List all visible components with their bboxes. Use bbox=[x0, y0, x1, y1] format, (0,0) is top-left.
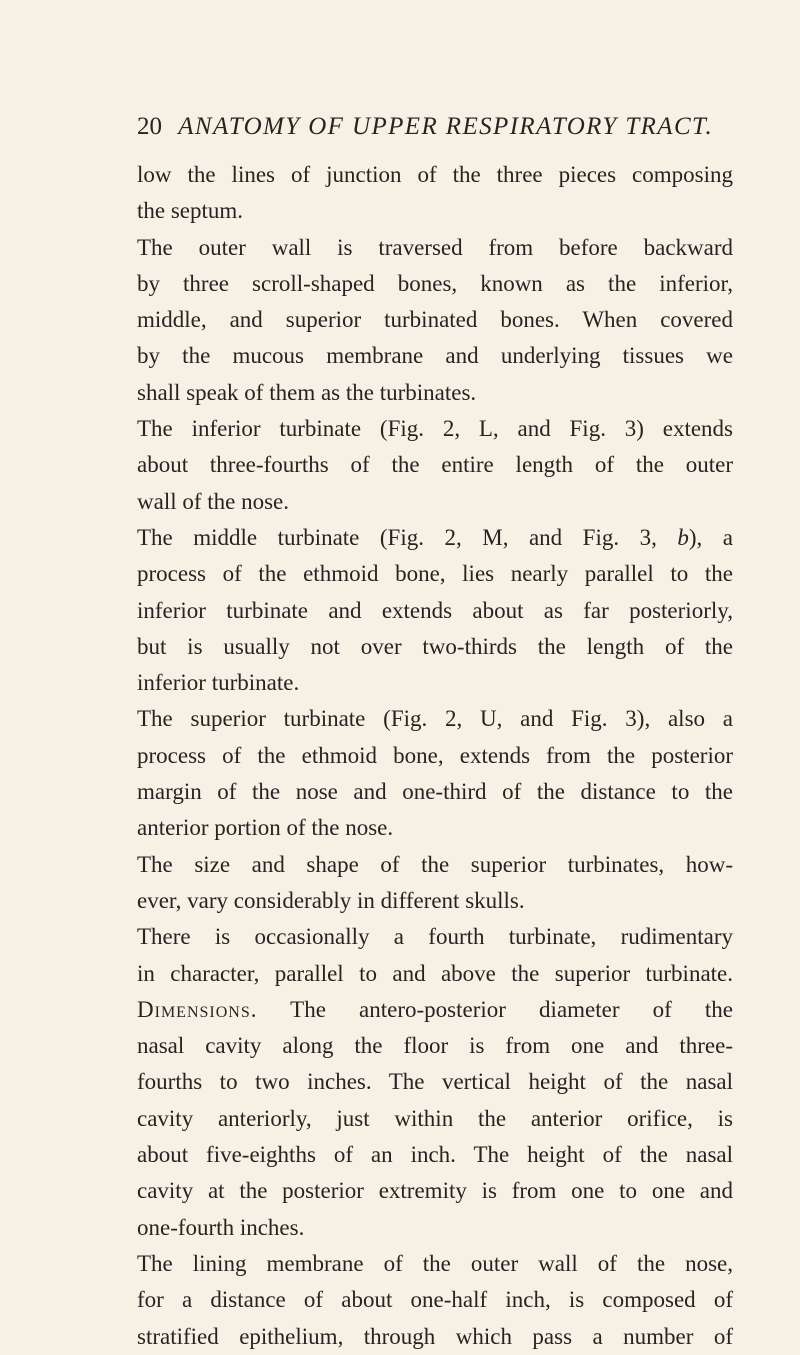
body-text bbox=[137, 157, 733, 1355]
page-header bbox=[137, 112, 737, 142]
text-line: process of the ethmoid bone, extends from the posterior bbox=[137, 742, 733, 768]
text-line: ever, vary considerably in different skulls. bbox=[137, 887, 525, 913]
text-line: The lining membrane of the outer wall of the nose, bbox=[137, 1250, 733, 1276]
text-line: process of the ethmoid bone, lies nearly parallel to the bbox=[137, 561, 733, 587]
text-line: nasal cavity along the floor is from one and three- bbox=[137, 1033, 733, 1059]
text-line: The inferior turbinate (Fig. 2, L, and Fig. 3) extends bbox=[137, 416, 733, 442]
text-line: margin of the nose and one-third of the distance to the bbox=[137, 779, 733, 805]
text-line: middle, and superior turbinated bones. When covered bbox=[137, 307, 733, 333]
text-line: The size and shape of the superior turbinates, how- bbox=[137, 851, 733, 877]
text-line: one-fourth inches. bbox=[137, 1214, 305, 1240]
text-line: fourths to two inches. The vertical height of the nasal bbox=[137, 1069, 733, 1095]
text-line: stratified epithelium, through which pass a number of bbox=[137, 1323, 733, 1349]
text-line: for a distance of about one-half inch, is composed of bbox=[137, 1287, 733, 1313]
text-line: wall of the nose. bbox=[137, 488, 290, 514]
text-line: by three scroll-shaped bones, known as the inferior, bbox=[137, 270, 733, 296]
text-line: about five-eighths of an inch. The height of the nasal bbox=[137, 1142, 733, 1168]
text-line: low the lines of junction of the three pieces composing bbox=[137, 162, 733, 187]
text-line: about three-fourths of the entire length of the outer bbox=[137, 452, 733, 478]
text-line: inferior turbinate and extends about as far posteriorly, bbox=[137, 597, 733, 623]
section-run-in-heading: Dimensions. bbox=[137, 996, 258, 1022]
text-line: cavity at the posterior extremity is from one to one and bbox=[137, 1178, 733, 1204]
text-line: There is occasionally a fourth turbinate, rudimentary bbox=[137, 924, 733, 950]
text-line: by the mucous membrane and underlying tissues we bbox=[137, 343, 733, 369]
running-title: ANATOMY OF UPPER RESPIRATORY TRACT. bbox=[178, 113, 714, 140]
text-line: inferior turbinate. bbox=[137, 670, 300, 696]
text-line: the septum. bbox=[137, 198, 244, 224]
text-line: The middle turbinate (Fig. 2, M, and Fig. 3, b), a bbox=[137, 524, 733, 550]
text-line: cavity anteriorly, just within the anterior orifice, is bbox=[137, 1105, 733, 1131]
text-line: in character, parallel to and above the superior turbinate. bbox=[137, 960, 733, 986]
text-line: Dimensions. The antero-posterior diameter of the bbox=[137, 996, 733, 1022]
text-line: but is usually not over two-thirds the length of the bbox=[137, 633, 733, 659]
text-line: The superior turbinate (Fig. 2, U, and Fig. 3), also a bbox=[137, 706, 733, 732]
text-line: anterior portion of the nose. bbox=[137, 815, 394, 841]
page-number: 20 bbox=[137, 113, 162, 140]
text-line: The outer wall is traversed from before backward bbox=[137, 234, 733, 260]
text-line: shall speak of them as the turbinates. bbox=[137, 379, 477, 405]
figure-letter: b bbox=[677, 524, 689, 550]
